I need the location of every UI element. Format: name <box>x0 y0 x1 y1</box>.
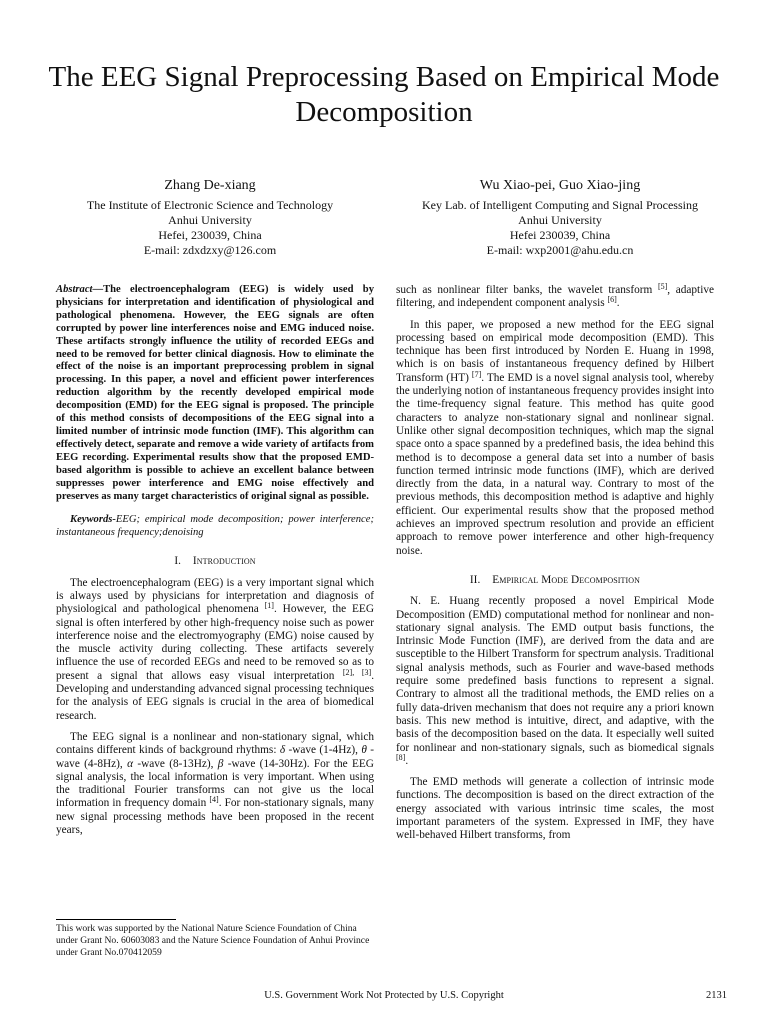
citation: [5] <box>657 282 668 291</box>
section-heading-introduction <box>56 555 374 568</box>
intro-paragraph-1 <box>56 577 374 723</box>
text-run: The electroencephalogram (EEG) is a very important signal which is always used by physicians for interpretation and diagnosis of physiological and pathological phenomena <box>56 576 374 616</box>
text-run: , adaptive filtering, and independent component analysis <box>396 284 715 310</box>
text-run: such as nonlinear filter banks, the wavelet transform <box>396 284 658 296</box>
text-run: -wave (14-30Hz). For the EEG signal analysis, the local information is very important. When using the traditional Fourier transforms can not give us the local information in frequency domain <box>56 757 374 810</box>
author-name: Zhang De-xiang <box>164 178 256 193</box>
right-column <box>396 284 714 843</box>
text-run: -wave (8-13Hz), <box>133 757 218 770</box>
author-university: Anhui University <box>518 213 602 227</box>
author-block-2 <box>390 176 730 258</box>
text-run: . The EMD is a novel signal analysis tool, whereby the underlying notion of instantaneous frequency provides insight into the time-frequency signal feature. This method has quite good characters to analyze non-stationary signal and nonlinear signal. Unlike other signal decomposition techniques, which map the signal space onto a space spanned by a predefined basis, the idea behind this method is to decompose a general data set into a number of basis function termed intrinsic mode functions (IMF), which are derived directly from the data, in a natural way. Contrary to most of the previous methods, this decomposition method is adaptive and highly efficient. Our experimental results show that the proposed method achieves an improved spectrum resolution and provide an efficient approach to remove power interference and other high-frequency noise. <box>396 371 714 557</box>
abstract <box>56 284 374 503</box>
text-run: The EEG signal is a nonlinear and non-stationary signal, which contains different kinds of background rhythms: <box>56 730 374 757</box>
right-paragraph-1 <box>396 319 714 558</box>
page-number: 2131 <box>706 990 727 1001</box>
theta-symbol: θ <box>361 744 367 757</box>
text-run: . Developing and understanding advanced signal processing techniques for the analysis of EEG signals is crucial in the area of biomedical research. <box>56 669 375 722</box>
paper-title: The EEG Signal Preprocessing Based on Empirical Mode Decomposition <box>48 61 720 128</box>
emd-paragraph-2: The EMD methods will generate a collection of intrinsic mode functions. The decomposition is based on the direct extraction of the energy associated with various intrinsic time scales, the most important parameters of the system. Expressed in IMF, they have well-behaved Hilbert transforms, from <box>396 776 714 842</box>
funding-footnote: This work was supported by the National Nature Science Foundation of China under Grant No. 60603083 and the Nature Science Foundation of Anhui Province under Grant No.070412059 <box>56 923 370 958</box>
text-run: In this paper, we proposed a new method for the EEG signal processing based on empirical mode decomposition (EMD). This technique has been first introduced by Norden E. Huang in 1998, which is on basis of instantaneous frequency defined by Hilbert Transform (HT) <box>396 318 714 384</box>
citation: [2], [3] <box>342 667 372 677</box>
text-run: . <box>405 754 409 767</box>
text-run: . For non-stationary signals, many new signal processing methods have been proposed in the recent years, <box>56 797 375 837</box>
keywords-label: Keywords- <box>70 514 116 526</box>
section-number: II. <box>469 573 481 586</box>
copyright-notice: U.S. Government Work Not Protected by U.S. Copyright <box>264 990 504 1001</box>
text-run: -wave (4-8Hz), <box>56 744 375 770</box>
section-heading-emd <box>396 574 714 587</box>
text-run: . However, the EEG signal is often interfered by other high-frequency noise such as power interference noise and the electromyography (EMG) noise caused by the muscle activity during collecting. These artifacts severely influence the use of recorded EEGs and need to be removed so as to present a signal that allows easy visual interpretation <box>56 603 374 682</box>
section-title: Empirical Mode Decomposition <box>492 573 641 586</box>
emd-paragraph-1 <box>396 595 714 768</box>
keywords-text: EEG; empirical mode decomposition; power interference; instantaneous frequency;denoising <box>56 514 374 539</box>
citation: [7] <box>471 369 482 379</box>
author-address: Hefei, 230039, China <box>158 228 262 242</box>
left-column <box>56 284 374 837</box>
keywords <box>56 513 374 539</box>
delta-symbol: δ <box>279 744 286 757</box>
right-paragraph-continued <box>396 284 714 311</box>
intro-paragraph-2 <box>56 731 374 837</box>
author-affiliation: Key Lab. of Intelligent Computing and Signal Processing <box>422 198 698 212</box>
section-number: I. <box>174 555 181 568</box>
abstract-label: Abstract <box>56 284 93 295</box>
abstract-text: —The electroencephalogram (EEG) is widely used by physicians for interpretation and identification of physiological and pathological phenomena. However, the EEG signals are often corrupted by power line interferences noise and EMG induced noise. These artifacts strongly influence the utility of recorded EEGs and need to be removed for better clinical diagnosis. How to eliminate the effect of the noise is an important preprocessing problem in signal processing. In this paper, a novel and efficient power interferences reduction algorithm by the recently developed empirical mode decomposition (EMD) for the EEG signal is proposed. The principle of this method consists of decompositions of the EEG signal into a limited number of intrinsic mode function (IMF). This algorithm can effectively detect, separate and remove a wide variety of artifacts from EEG recording. Experimental results show that the proposed EMD-based algorithm is possible to achieve an excellent balance between suppresses power interference and EMG noise effectively and preserves as many target characteristics of original signal as possible. <box>56 284 374 502</box>
text-run: N. E. Huang recently proposed a novel Empirical Mode Decomposition (EMD) computational method for nonlinear and non-stationary signal analysis. The EMD output basis functions, the Intrinsic Mode Function (IMF), are derived from the data and are susceptible to the Hilbert Transform for spectrum analysis. Traditional signal analysis methods, such as Fourier and wave-based methods require some predefined basis functions to represent a signal. Contrary to almost all the traditional methods, the EMD relies on a fully data-driven mechanism that does not require any a priori known basis. This new method is intuitive, direct, and adaptive, with the basis of the decomposition based on the data. It especially well suited for nonlinear and non-stationary signals, such as biomedical signals <box>396 595 714 754</box>
alpha-symbol: α <box>127 757 133 770</box>
author-email: E-mail: zdxdzxy@126.com <box>143 243 277 257</box>
citation: [1] <box>264 601 274 611</box>
author-address: Hefei 230039, China <box>509 228 611 242</box>
author-block-1 <box>40 176 380 258</box>
author-affiliation: The Institute of Electronic Science and Technology <box>86 198 334 212</box>
author-email: E-mail: wxp2001@ahu.edu.cn <box>486 243 634 257</box>
citation: [8] <box>396 752 406 762</box>
author-name: Wu Xiao-pei, Guo Xiao-jing <box>479 178 641 193</box>
citation: [4] <box>209 795 219 805</box>
text-run: . <box>616 297 620 310</box>
section-title: Introduction <box>192 555 256 568</box>
author-university: Anhui University <box>168 213 252 227</box>
text-run: -wave (1-4Hz), <box>285 744 362 757</box>
beta-symbol: β <box>217 757 224 770</box>
citation: [6] <box>607 295 617 305</box>
footnote-rule <box>56 919 176 920</box>
